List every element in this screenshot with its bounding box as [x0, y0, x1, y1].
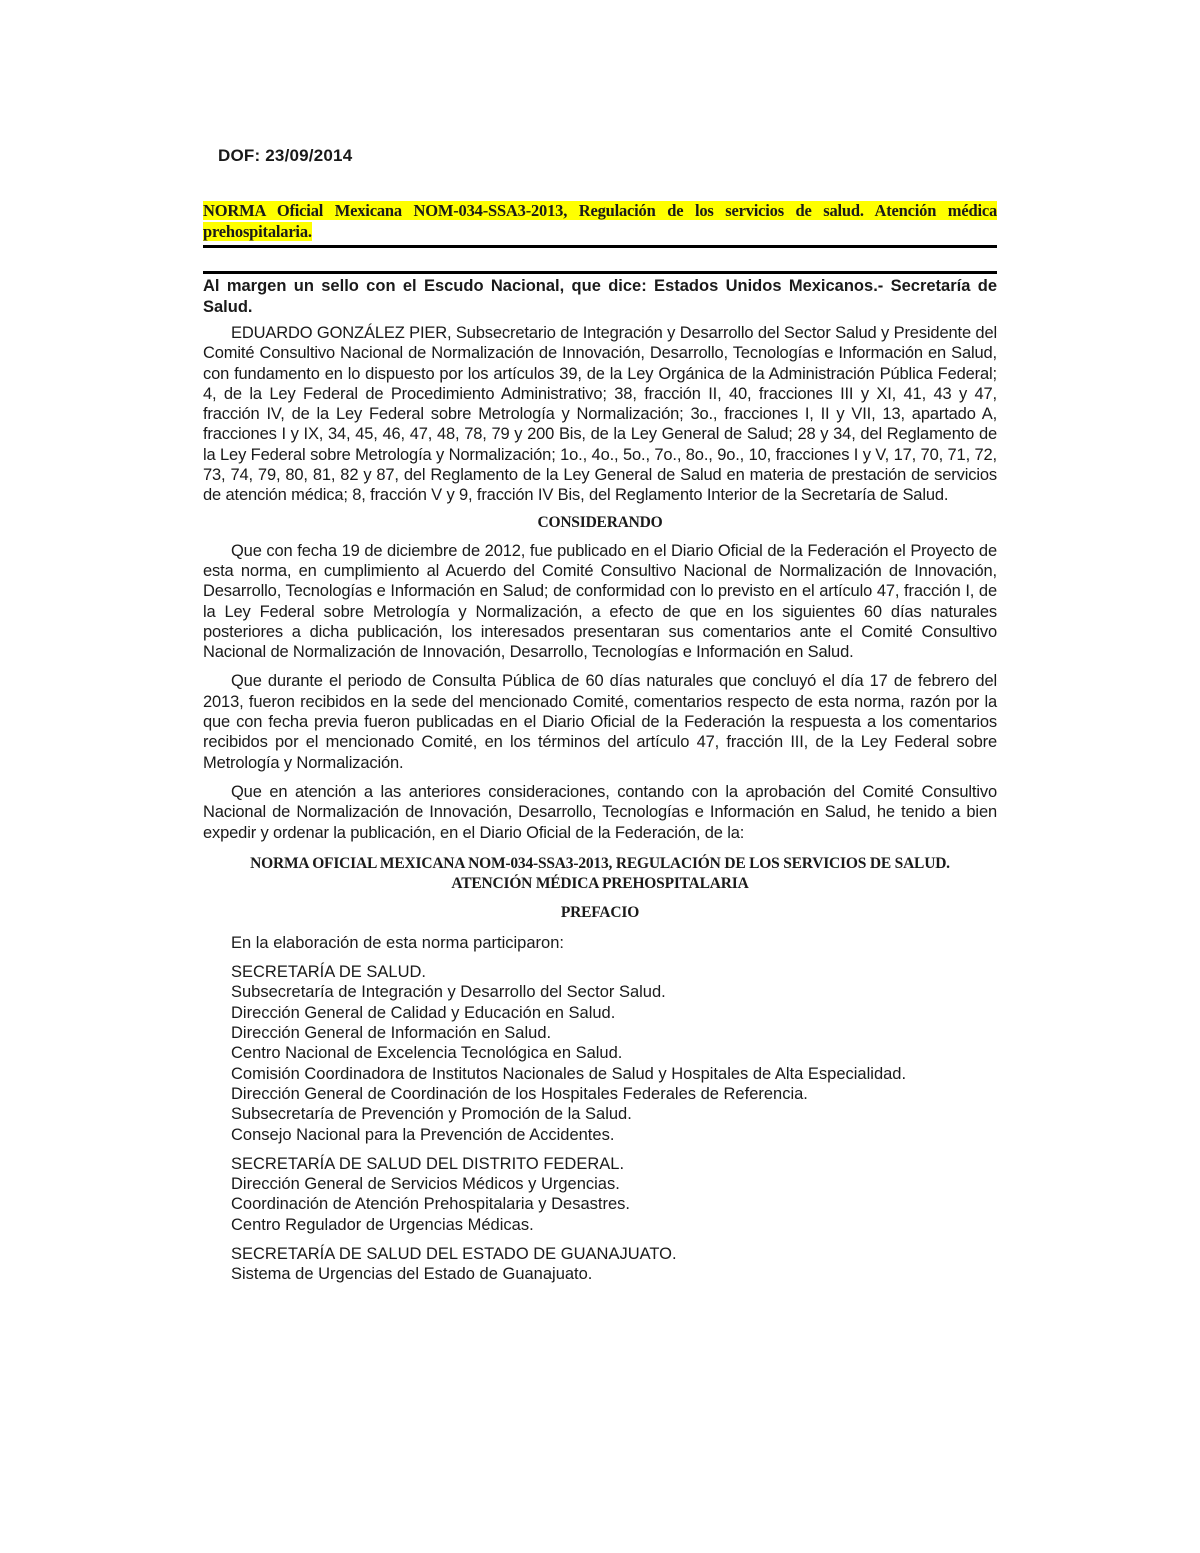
margin-note: Al margen un sello con el Escudo Nacional, que dice: Estados Unidos Mexicanos.- Secretaría de Salud.: [203, 277, 997, 316]
list-item: Subsecretaría de Prevención y Promoción de la Salud.: [231, 1105, 632, 1124]
considerando-paragraph-2: Que durante el periodo de Consulta Pública de 60 días naturales que concluyó el día 17 de febrero del 2013, fueron recibidos en la sede del mencionado Comité, comentarios respecto de esta norma, razón por la que con fecha previa fueron publicadas en el Diario Oficial de la Federación la respuesta a los comentarios recibidos por el mencionado Comité, en los términos del artículo 47, fracción III, de la Ley Federal sobre Metrología y Normalización.: [203, 672, 997, 772]
title-block: [203, 200, 997, 248]
participants-group-1: [203, 962, 997, 1145]
list-item: Subsecretaría de Integración y Desarrollo del Sector Salud.: [231, 983, 666, 1002]
norma-subheading: ATENCIÓN MÉDICA PREHOSPITALARIA: [451, 874, 749, 892]
participants-group-2: [203, 1154, 997, 1235]
title-rule: [203, 245, 997, 248]
list-item: Centro Nacional de Excelencia Tecnológica en Salud.: [231, 1044, 623, 1063]
title-highlight: NORMA Oficial Mexicana NOM-034-SSA3-2013, Regulación de los servicios de salud. Atención médica prehospitalaria.: [203, 201, 997, 241]
considerando-paragraph-1: Que con fecha 19 de diciembre de 2012, fue publicado en el Diario Oficial de la Federación el Proyecto de esta norma, en cumplimiento al Acuerdo del Comité Consultivo Nacional de Normalización de Innovación, Desarrollo, Tecnologías e Información en Salud; de conformidad con lo previsto en el artículo 47, fracción I, de la Ley Federal sobre Metrología y Normalización, a efecto de que en los siguientes 60 días naturales posteriores a dicha publicación, los interesados presentaran sus comentarios ante el Comité Consultivo Nacional de Normalización de Innovación, Desarrollo, Tecnologías e Información en Salud.: [203, 541, 997, 662]
list-item: Sistema de Urgencias del Estado de Guanajuato.: [231, 1265, 593, 1284]
prefacio-heading: PREFACIO: [560, 903, 640, 921]
participants-group-3: [203, 1244, 997, 1285]
list-item: Dirección General de Información en Salud.: [231, 1024, 552, 1043]
list-item: Consejo Nacional para la Prevención de Accidentes.: [231, 1125, 615, 1144]
list-item: SECRETARÍA DE SALUD DEL ESTADO DE GUANAJUATO.: [231, 1244, 677, 1263]
document-title: [203, 200, 997, 242]
list-item: Dirección General de Coordinación de los Hospitales Federales de Referencia.: [231, 1084, 808, 1103]
list-item: Dirección General de Calidad y Educación en Salud.: [231, 1003, 616, 1022]
list-item: Comisión Coordinadora de Institutos Nacionales de Salud y Hospitales de Alta Especialidad.: [231, 1064, 907, 1083]
list-item: SECRETARÍA DE SALUD DEL DISTRITO FEDERAL.: [231, 1154, 625, 1173]
prefacio-intro: [203, 933, 997, 953]
document-body: [203, 271, 997, 1285]
list-item: Coordinación de Atención Prehospitalaria y Desastres.: [231, 1195, 630, 1214]
list-item: SECRETARÍA DE SALUD.: [231, 963, 426, 982]
intro-paragraph: EDUARDO GONZÁLEZ PIER, Subsecretario de Integración y Desarrollo del Sector Salud y Presidente del Comité Consultivo Nacional de Normalización de Innovación, Desarrollo, Tecnologías e Información en Salud, con fundamento en lo dispuesto por los artículos 39, de la Ley Orgánica de la Administración Pública Federal; 4, de la Ley Federal de Procedimiento Administrativo; 38, fracción II, 40, fracciones III y XI, 41, 43 y 47, fracción IV, de la Ley Federal sobre Metrología y Normalización; 3o., fracciones I, II y VII, 13, apartado A, fracciones I y IX, 34, 45, 46, 47, 48, 78, 79 y 200 Bis, de la Ley General de Salud; 28 y 34, del Reglamento de la Ley Federal sobre Metrología y Normalización; 1o., 4o., 5o., 7o., 8o., 9o., 10, fracciones I y V, 17, 70, 71, 72, 73, 74, 79, 80, 81, 82 y 87, del Reglamento de la Ley General de Salud en materia de prestación de servicios de atención médica; 8, fracción V y 9, fracción IV Bis, del Reglamento Interior de la Secretaría de Salud.: [203, 324, 997, 505]
considerando-heading: CONSIDERANDO: [537, 513, 663, 531]
dof-date: DOF: 23/09/2014: [218, 146, 353, 165]
separator-rule: [203, 271, 997, 274]
prefacio-intro-text: En la elaboración de esta norma participaron:: [231, 933, 564, 952]
list-item: Dirección General de Servicios Médicos y Urgencias.: [231, 1175, 620, 1194]
norma-heading: NORMA OFICIAL MEXICANA NOM-034-SSA3-2013, REGULACIÓN DE LOS SERVICIOS DE SALUD.: [250, 854, 950, 872]
considerando-paragraph-3: Que en atención a las anteriores consideraciones, contando con la aprobación del Comité Consultivo Nacional de Normalización de Innovación, Desarrollo, Tecnologías e Información en Salud, he tenido a bien expedir y ordenar la publicación, en el Diario Oficial de la Federación, de la:: [203, 782, 997, 842]
list-item: Centro Regulador de Urgencias Médicas.: [231, 1215, 534, 1234]
